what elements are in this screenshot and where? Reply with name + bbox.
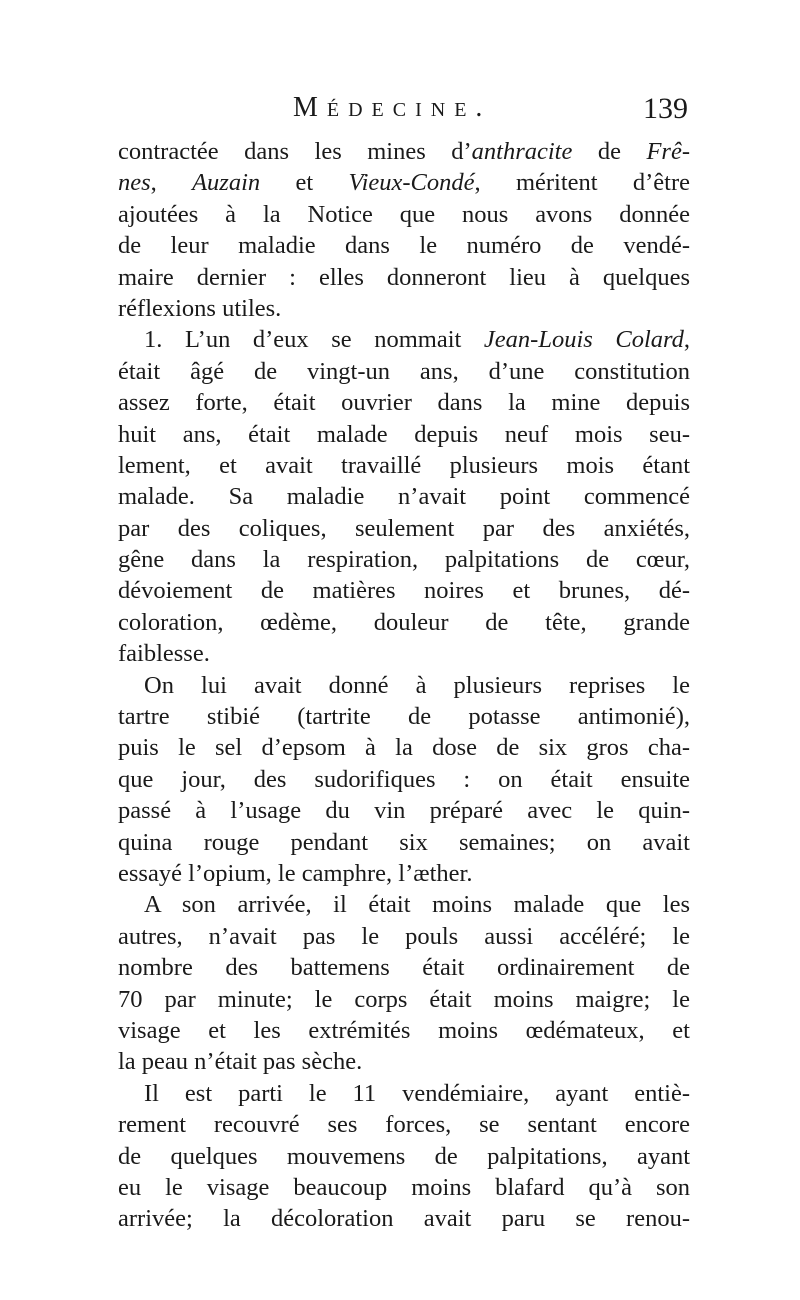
text-segment: 1. L’un d’eux se nommait [144,326,484,354]
italic-text: nes [118,169,151,197]
text-segment: 70 par minute; le corps était moins maigre; le [118,985,690,1013]
text-line [118,481,690,512]
page-number: 139 [643,92,688,125]
text-line [118,544,690,575]
text-segment: essayé l’opium, le camphre, l’æther. [118,859,473,887]
text-line [118,889,690,920]
body-text [118,136,690,1235]
text-line [118,638,690,669]
text-line [118,1109,690,1140]
text-segment: arrivée; la décoloration avait paru se renou- [118,1205,690,1233]
text-segment: la peau n’était pas sèche. [118,1048,363,1076]
text-segment: assez forte, était ouvrier dans la mine depuis [118,389,690,417]
text-segment: Il est parti le 11 vendémiaire, ayant entiè- [144,1079,690,1107]
text-segment: rement recouvré ses forces, se sentant encore [118,1111,690,1139]
text-segment: huit ans, était malade depuis neuf mois seu- [118,420,690,448]
italic-text: anthracite [471,138,573,165]
text-segment: par des coliques, seulement par des anxiétés, [118,514,690,542]
italic-text: Frê- [646,138,690,165]
text-line [118,607,690,638]
text-segment: maire dernier : elles donneront lieu à quelques [118,263,690,291]
page-header [118,92,688,132]
text-segment: ajoutées à la Notice que nous avons donnée [118,200,690,228]
text-segment: malade. Sa maladie n’avait point commencé [118,483,690,511]
text-line [118,136,690,167]
text-line [118,1141,690,1172]
text-line [118,984,690,1015]
text-segment: visage et les extrémités moins œdémateux, et [118,1016,690,1044]
text-line [118,795,690,826]
text-segment: tartre stibié (tartrite de potasse antimonié), [118,703,690,731]
text-line [118,324,690,355]
text-line [118,1015,690,1046]
text-segment: puis le sel d’epsom à la dose de six gros cha- [118,734,690,762]
text-segment: de quelques mouvemens de palpitations, ayant [118,1142,690,1170]
text-line [118,230,690,261]
text-line [118,1078,690,1109]
text-segment: eu le visage beaucoup moins blafard qu’à son [118,1173,690,1201]
text-segment: dévoiement de matières noires et brunes, dé- [118,577,690,605]
text-line [118,262,690,293]
text-segment: lement, et avait travaillé plusieurs mois étant [118,451,690,479]
italic-text: Auzain [192,169,261,197]
text-segment: quina rouge pendant six semaines; on avait [118,828,690,856]
text-line [118,293,690,324]
text-segment: coloration, œdème, douleur de tête, grande [118,608,690,636]
text-segment: et [260,169,349,197]
running-head: Médecine. [293,92,492,123]
text-segment: était âgé de vingt-un ans, d’une constitution [118,357,690,385]
text-segment: de [572,138,647,165]
text-segment: de leur maladie dans le numéro de vendé- [118,232,690,260]
text-segment: réflexions utiles. [118,294,282,322]
text-segment: passé à l’usage du vin préparé avec le quin- [118,797,690,825]
text-line [118,732,690,763]
text-line [118,356,690,387]
text-line [118,387,690,418]
text-line [118,1203,690,1234]
italic-text: Jean-Louis Colard [483,326,684,354]
italic-text: Vieux-Condé [348,169,475,197]
text-line [118,670,690,701]
text-segment: autres, n’avait pas le pouls aussi accéléré; le [118,922,690,950]
text-segment: contractée dans les mines d’ [118,138,472,165]
text-line [118,167,690,198]
text-segment: , [150,169,193,197]
text-line [118,450,690,481]
text-line [118,575,690,606]
text-segment: nombre des battemens était ordinairement de [118,954,690,982]
text-segment: faiblesse. [118,640,210,668]
text-line [118,858,690,889]
text-line [118,701,690,732]
text-line [118,827,690,858]
text-segment: A son arrivée, il était moins malade que les [144,891,690,919]
text-segment: que jour, des sudorifiques : on était ensuite [118,765,690,793]
text-line [118,513,690,544]
text-line [118,1046,690,1077]
text-line [118,199,690,230]
text-segment: gêne dans la respiration, palpitations de cœur, [118,546,690,574]
text-line [118,1172,690,1203]
text-line [118,419,690,450]
text-segment: , méritent d’être [474,169,690,197]
text-line [118,952,690,983]
text-segment: , [683,326,690,354]
text-segment: On lui avait donné à plusieurs reprises le [144,671,690,699]
text-line [118,764,690,795]
text-line [118,921,690,952]
